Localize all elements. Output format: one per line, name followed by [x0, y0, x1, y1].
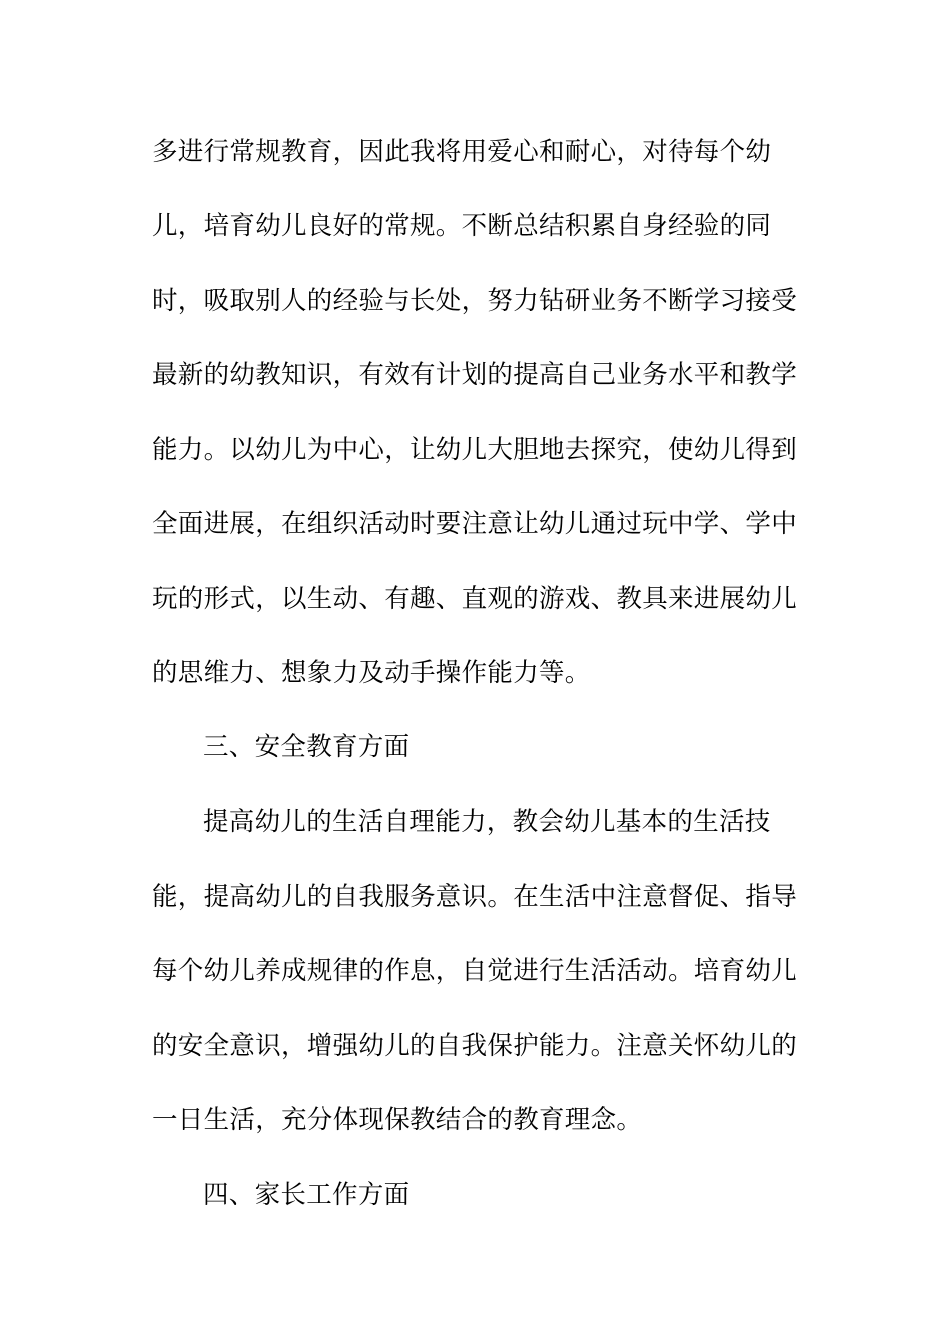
paragraph-line: 每个幼儿养成规律的作息，自觉进行生活活动。培育幼儿 — [152, 956, 798, 986]
paragraph-line: 最新的幼教知识，有效有计划的提高自己业务水平和教学 — [152, 360, 798, 390]
paragraph-line: 时，吸取别人的经验与长处，努力钻研业务不断学习接受 — [152, 286, 798, 316]
paragraph-line: 全面进展，在组织活动时要注意让幼儿通过玩中学、学中 — [152, 509, 798, 539]
paragraph-line: 的安全意识，增强幼儿的自我保护能力。注意关怀幼儿的 — [152, 1031, 798, 1061]
paragraph-line: 一日生活，充分体现保教结合的教育理念。 — [152, 1105, 643, 1135]
paragraph-line: 儿，培育幼儿良好的常规。不断总结积累自身经验的同 — [152, 211, 772, 241]
section-heading: 三、安全教育方面 — [203, 732, 410, 762]
section-heading: 四、家长工作方面 — [203, 1180, 410, 1210]
paragraph-line: 多进行常规教育，因此我将用爱心和耐心，对待每个幼 — [152, 137, 772, 167]
paragraph-line: 能，提高幼儿的自我服务意识。在生活中注意督促、指导 — [152, 882, 798, 912]
paragraph-line: 的思维力、想象力及动手操作能力等。 — [152, 658, 591, 688]
paragraph-line: 玩的形式，以生动、有趣、直观的游戏、教具来进展幼儿 — [152, 584, 798, 614]
paragraph-line: 提高幼儿的生活自理能力，教会幼儿基本的生活技 — [203, 807, 771, 837]
paragraph-line: 能力。以幼儿为中心，让幼儿大胆地去探究，使幼儿得到 — [152, 435, 798, 465]
